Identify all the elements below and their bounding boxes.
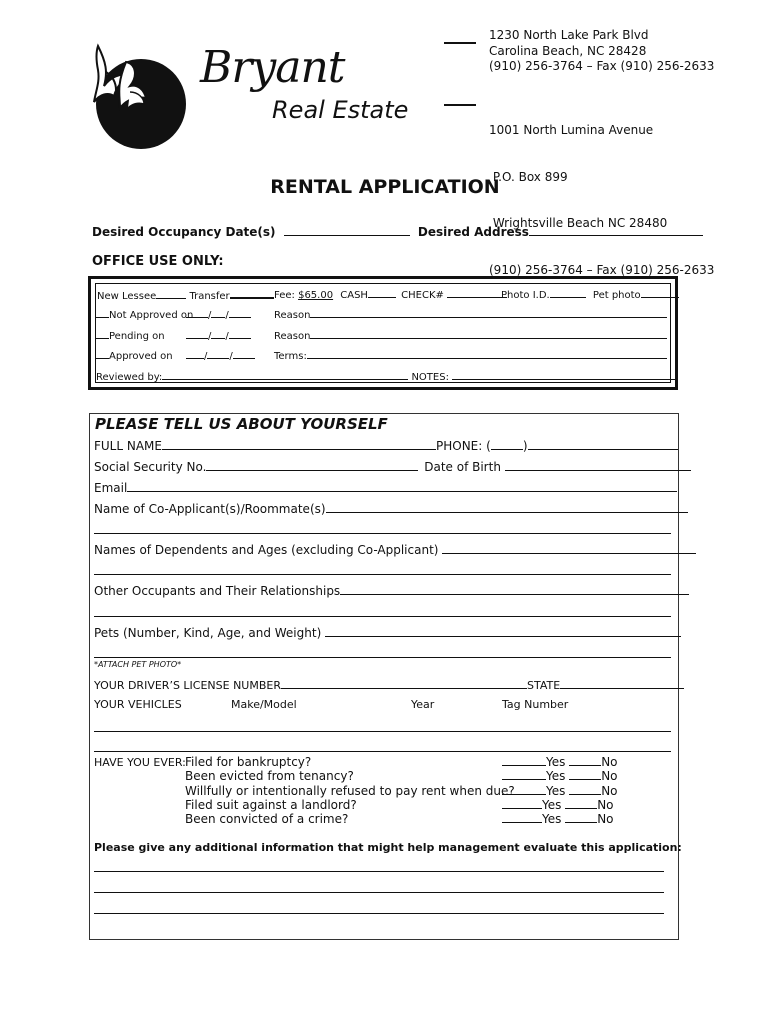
fee-amount: $65.00 [298,290,334,301]
yes-no-row-1: Yes No [502,755,618,769]
dependents-row [94,542,696,557]
approved-date[interactable]: / / [186,349,255,362]
co-applicant-field[interactable] [326,501,688,513]
co-applicant-row [94,501,688,516]
desired-address-label: Desired Address [417,225,529,239]
company-logo [86,42,188,158]
occupancy-row [92,224,703,239]
full-name-label: FULL NAME [94,439,162,453]
terms-row [274,349,667,362]
dob-field[interactable] [505,459,691,471]
license-label: YOUR DRIVER’S LICENSE NUMBER [94,679,281,692]
reviewed-by-field[interactable] [162,370,408,380]
co-applicant-line-2[interactable] [94,533,671,534]
dependents-field[interactable] [442,542,696,554]
no-field-5[interactable] [565,812,597,823]
year-label: Year [411,698,435,711]
co-applicant-label: Name of Co-Applicant(s)/Roommate(s) [94,502,326,516]
reviewed-by-label: Reviewed by: [96,372,163,383]
email-field[interactable] [127,480,677,492]
questions-list [185,755,515,826]
reviewed-row [96,370,676,383]
yes-field-2[interactable] [502,769,546,780]
office-check-blank-1[interactable] [444,42,476,44]
check-number-field[interactable] [447,288,507,298]
terms-field[interactable] [307,349,667,359]
pets-label: Pets (Number, Kind, Age, and Weight) [94,626,322,640]
ssn-row [94,459,691,474]
dob-label: Date of Birth [424,460,501,474]
cash-label: CASH [340,290,368,301]
office-row-1c [501,288,679,301]
question-evicted: Been evicted from tenancy? [185,769,354,784]
occupants-row [94,583,689,598]
tag-number-label: Tag Number [502,698,569,711]
pets-line-2[interactable] [94,657,671,658]
additional-line-3[interactable] [94,913,664,914]
question-convicted: Been convicted of a crime? [185,812,349,827]
ssn-field[interactable] [206,459,418,471]
make-model-label: Make/Model [231,698,297,711]
have-you-ever-label: HAVE YOU EVER: [94,756,186,769]
yes-field-4[interactable] [502,798,542,809]
reason-row-2 [274,329,667,342]
office-check-blank-2[interactable] [444,104,476,106]
no-field-4[interactable] [565,798,597,809]
question-filed-suit: Filed suit against a landlord? [185,797,357,812]
yes-field-3[interactable] [502,784,546,795]
vehicle-line-2[interactable] [94,751,671,752]
occupants-line-2[interactable] [94,616,671,617]
occupants-label: Other Occupants and Their Relationships [94,584,341,598]
office-row-1b [274,288,507,301]
no-field-3[interactable] [569,784,601,795]
pending-row [95,329,165,342]
office-use-heading: OFFICE USE ONLY: [92,254,224,269]
pending-date[interactable]: / / [186,329,251,342]
reason-label-2: Reason [274,331,311,342]
yes-no-row-3: Yes No [502,784,618,798]
occupancy-dates-label: Desired Occupancy Date(s) [92,225,276,239]
pet-photo-field[interactable] [641,288,679,298]
email-row [94,480,677,495]
yes-no-row-5: Yes No [502,812,618,826]
yes-no-list [502,755,618,826]
office-address-1: 1230 North Lake Park Blvd Carolina Beach, NC 28428 (910) 256-3764 – Fax (910) 256-2633 [489,28,715,73]
not-approved-row [95,308,193,321]
notes-label: NOTES: [411,372,449,383]
photo-id-label: Photo I.D. [501,290,550,301]
phone-area-field[interactable] [491,438,523,450]
phone-label: PHONE: ( [436,439,491,453]
desired-address-field[interactable] [529,224,703,236]
terms-label: Terms: [274,351,307,362]
additional-info-label: Please give any additional information that might help management evaluate this application: [94,841,682,854]
fee-label: Fee: [274,290,295,301]
dependents-label: Names of Dependents and Ages (excluding Co-Applicant) [94,543,439,557]
approved-check[interactable] [95,349,109,359]
cash-field[interactable] [368,288,396,298]
full-name-field[interactable] [162,438,436,450]
pending-label: Pending on [109,331,165,342]
yes-field-5[interactable] [502,812,542,823]
pet-photo-label: Pet photo [592,290,641,301]
phone-number-field[interactable] [528,438,678,450]
email-label: Email [94,481,128,495]
reason-field-1[interactable] [310,308,667,318]
question-refused-rent: Willfully or intentionally refused to pay rent when due? [185,783,515,798]
approved-row [95,349,173,362]
no-field-2[interactable] [569,769,601,780]
not-approved-label: Not Approved on [109,310,194,321]
yes-no-row-4: Yes No [502,798,618,812]
occupancy-dates-field[interactable] [284,224,410,236]
check-label: CHECK# [401,290,444,301]
yes-field-1[interactable] [502,755,546,766]
additional-line-1[interactable] [94,871,664,872]
pending-check[interactable] [95,329,109,339]
not-approved-date[interactable]: / / [186,308,251,321]
pets-field[interactable] [325,625,681,637]
dependents-line-2[interactable] [94,574,671,575]
approved-label: Approved on [109,351,173,362]
brand-name-script: Bryant [200,42,345,93]
reason-label: Reason [274,310,311,321]
question-bankruptcy: Filed for bankruptcy? [185,755,312,769]
pet-photo-note: *ATTACH PET PHOTO* [94,660,182,669]
new-lessee-label: New Lessee [97,291,157,302]
transfer-field[interactable] [230,288,274,299]
photo-id-field[interactable] [550,288,586,298]
license-field[interactable] [281,678,527,689]
new-lessee-field[interactable] [156,289,186,299]
office-address-2: 1001 North Lumina Avenue P.O. Box 899 Wrightsville Beach NC 28480 (910) 256-3764 – Fax (910) 256-2633 [489,123,715,277]
occupants-field[interactable] [340,583,689,595]
not-approved-check[interactable] [95,308,109,318]
transfer-label: Transfer [189,291,230,302]
full-name-row [94,438,678,453]
reason-field-2[interactable] [310,329,667,339]
state-label: STATE [527,679,561,692]
office-row-1 [97,288,274,302]
brand-name-sub: Real Estate [272,96,409,124]
notes-field[interactable] [452,370,676,380]
state-field[interactable] [560,678,684,689]
phone-close: ) [522,439,528,453]
additional-line-2[interactable] [94,892,664,893]
reason-row-1 [274,308,667,321]
no-field-1[interactable] [569,755,601,766]
license-row [94,678,684,692]
page-title: RENTAL APPLICATION [270,176,500,198]
ssn-label: Social Security No. [94,460,207,474]
vehicle-line-1[interactable] [94,731,671,732]
pets-row [94,625,681,640]
about-heading: PLEASE TELL US ABOUT YOURSELF [95,415,388,433]
vehicles-label: YOUR VEHICLES [94,698,182,711]
yes-no-row-2: Yes No [502,769,618,783]
